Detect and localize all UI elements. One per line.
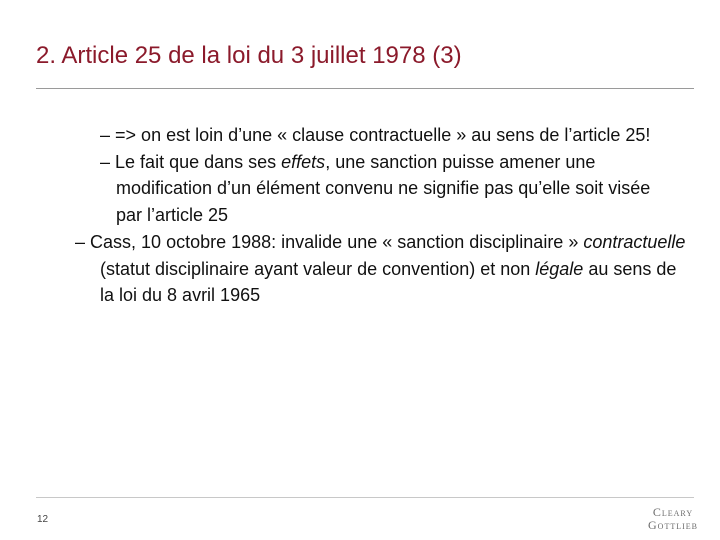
bullet-item: [0, 229, 690, 309]
bullet-text: Le fait que dans ses: [115, 151, 282, 172]
slide-body: [0, 122, 720, 309]
bullet-text: (statut disciplinaire ayant valeur de convention) et non: [100, 258, 536, 279]
logo-text-line2: Gottlieb: [648, 518, 698, 532]
bullet-text: au sens de la loi du 8 avril 1965: [100, 258, 677, 305]
bullet-text: , une sanction puisse amener une modification d’un élément convenu ne signifie pas qu’elle soit visée par l’article 25: [116, 151, 651, 225]
footer-divider: [36, 497, 694, 498]
bullet-dash: –: [100, 151, 111, 172]
title-divider: [36, 88, 694, 89]
bullet-text: => on est loin d’une « clause contractuelle » au sens de l’article 25!: [115, 125, 651, 145]
bullet-dash: –: [75, 232, 86, 252]
slide-title: 2. Article 25 de la loi du 3 juillet 1978 (3): [36, 42, 462, 69]
page-number: 12: [37, 514, 49, 525]
bullet-item: [0, 122, 676, 149]
bullet-emphasis: légale: [535, 258, 584, 279]
logo-text-line1: Cleary: [652, 505, 694, 519]
bullet-item: [0, 149, 676, 229]
firm-logo: [648, 506, 698, 532]
bullet-emphasis: contractuelle: [583, 232, 686, 252]
bullet-text: Cass, 10 octobre 1988: invalide une « sanction disciplinaire »: [90, 232, 584, 252]
bullet-emphasis: effets: [281, 151, 326, 172]
bullet-dash: –: [100, 125, 111, 145]
